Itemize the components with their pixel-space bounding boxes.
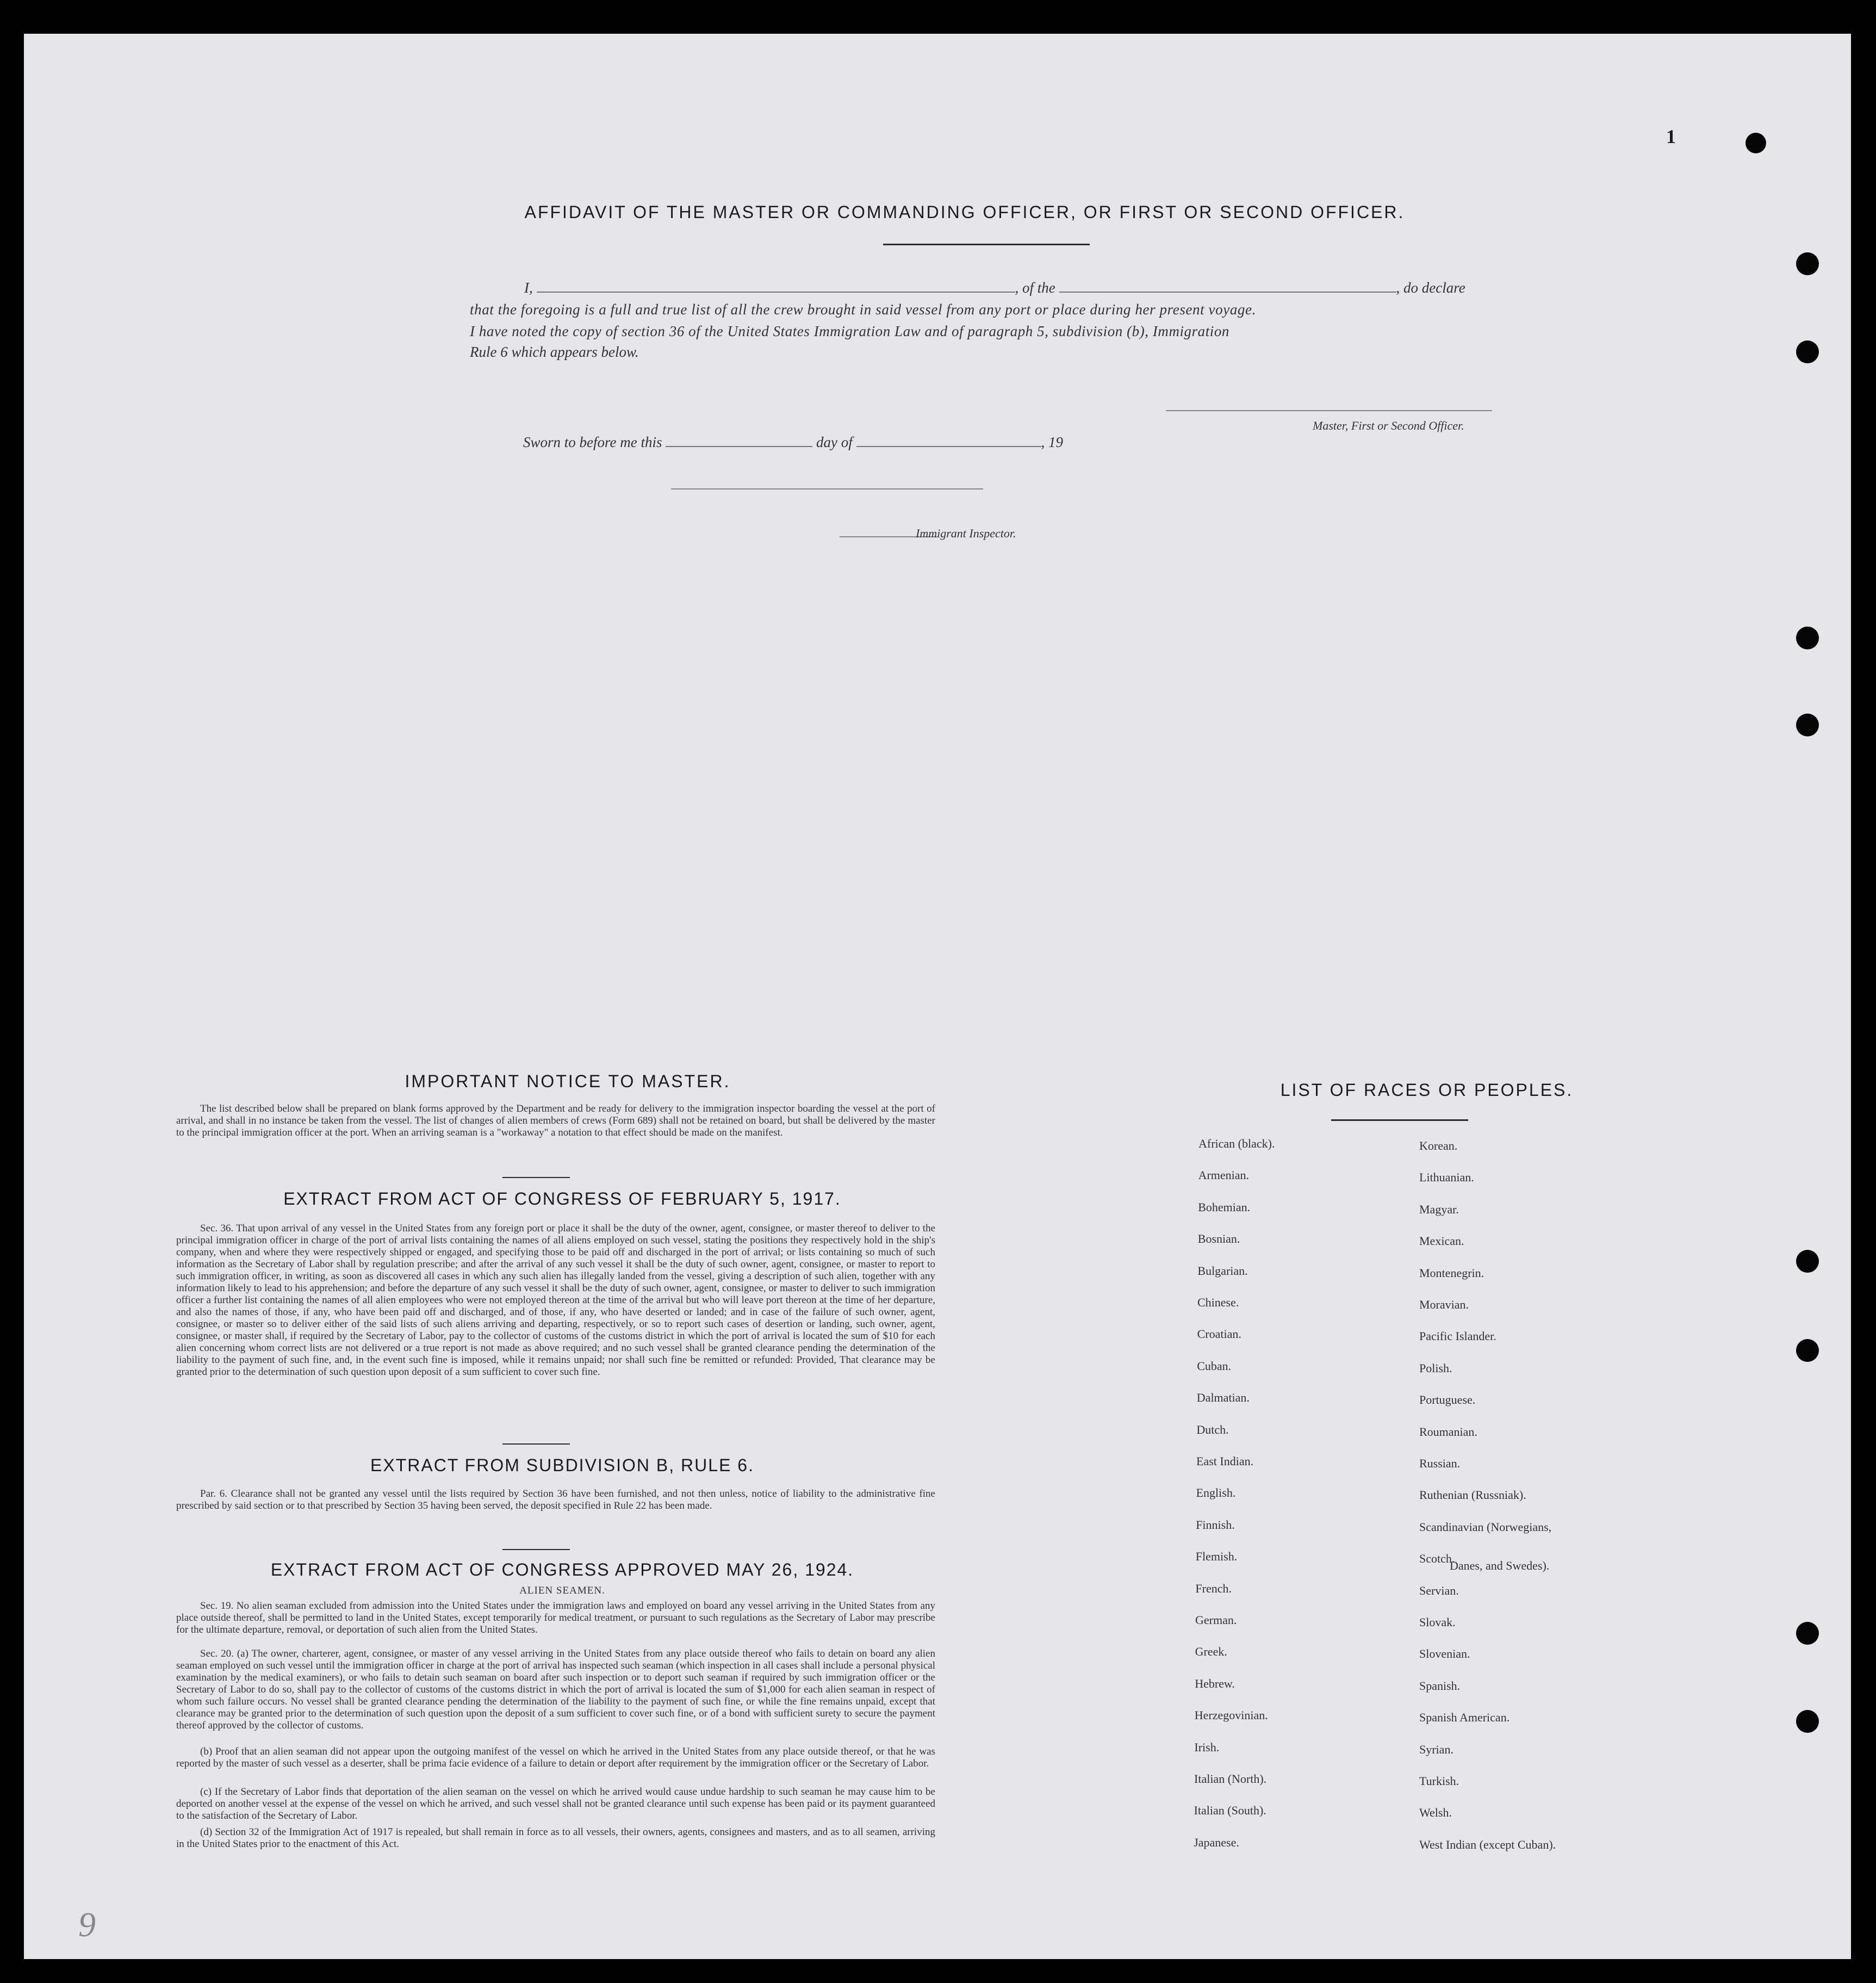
affidavit-line1 [524,280,1525,296]
extract2-rule [502,1549,570,1550]
race-item: Bohemian. [1198,1200,1251,1214]
year-label: , 19 [1041,434,1063,450]
race-item: Turkish. [1419,1774,1459,1788]
extract2-body: Par. 6. Clearance shall not be granted any vessel until the lists required by Section 36 have been furnished, and not then unless, notice of liability to the administrative fine prescribed by said section or to that prescribed by Section 35 having been served, the deposit specified in Rule 22 has been made. [176,1488,935,1511]
race-item: Roumanian. [1419,1425,1477,1439]
extract1-rule [502,1443,570,1445]
master-signature-label: Master, First or Second Officer. [1313,419,1464,432]
race-item: Ruthenian (Russniak). [1419,1488,1526,1502]
punch-hole [1745,133,1766,153]
punch-hole [1796,627,1819,649]
race-item: Bulgarian. [1197,1264,1248,1278]
notice-rule [502,1177,570,1178]
punch-hole [1796,1250,1819,1273]
punch-hole [1796,1622,1819,1645]
document-page [24,34,1851,1959]
race-item: Slovak. [1419,1615,1456,1629]
affidavit-i: I, [524,280,533,296]
race-item: Cuban. [1197,1359,1232,1373]
margin-mark: 1 [1666,126,1676,147]
punch-hole [1796,1339,1819,1362]
punch-hole [1796,714,1819,736]
races-title-rule [1331,1119,1468,1121]
sworn-label: Sworn to before me this [523,434,662,450]
affidavit-title-rule [883,244,1090,245]
race-item: Magyar. [1419,1203,1459,1216]
day-of-label: day of [816,434,853,450]
race-item: Dalmatian. [1196,1391,1250,1404]
race-item: Irish. [1194,1740,1220,1754]
race-item: Pacific Islander. [1419,1329,1496,1343]
race-item: Hebrew. [1195,1677,1235,1690]
extract1-body: Sec. 36. That upon arrival of any vessel in the United States from any foreign port or place it shall be the duty of the owner, agent, consignee, or master thereof to deliver to the principal immigration officer in charge of the port of arrival lists containing the names of all aliens employed on such vessel, stating the positions they respectively hold in the ship's company, when and where they were respectively shipped or engaged, and specifying those to be paid off and discharged in the port of arrival; or lists containing so much of such information as the Secretary of Labor shall by regulation prescribe; and after the arrival of any such vessel it shall be the duty of such owner, agent, consignee, or master to report to such immigration officer, in writing, as soon as discovered all cases in which any such alien has illegally landed from the vessel, giving a description of such alien, together with any information likely to lead to his apprehension; and before the departure of any such vessel it shall be the duty of such owner, agent, consignee, or master to deliver to such immigration officer a further list containing the names of all alien employees who were not employed thereon at the time of the arrival but who will leave port thereon at the time of her departure, and also the names of those, if any, who have been paid off and discharged, and of those, if any, who have deserted or landed; and in case of the failure of such owner, agent, consignee, or master so to deliver either of the said lists of such aliens arriving and departing, respectively, or so to report such cases of desertion or landing, such owner, agent, consignee, or master shall, if required by the Secretary of Labor, pay to the collector of customs of the customs district in which the port of arrival is located the sum of $10 for each alien concerning whom correct lists are not delivered or a true report is not made as above required; and no such vessel shall be granted clearance pending the determination of the liability to the payment of such fine, and, in the event such fine is imposed, while it remains unpaid; nor shall such fine be remitted or refunded: Provided, That clearance may be granted prior to the determination of such question upon deposit of a sum sufficient to cover such fine. [176,1223,935,1378]
sworn-line [523,434,1063,451]
race-item: Slovenian. [1419,1647,1470,1660]
race-item: Japanese. [1194,1836,1239,1849]
race-item: Flemish. [1195,1550,1238,1563]
race-item: Moravian. [1419,1298,1469,1311]
race-item: East Indian. [1196,1454,1254,1468]
sec20a-body: Sec. 20. (a) The owner, charterer, agent, consignee, or master of any vessel arriving in the United States from any place outside thereof who fails to detain on board any alien seaman employed on such vessel until the immigration officer in charge at the port of arrival has inspected such seaman (which inspection in all cases shall include a personal physical examination by the medical examiners), or who fails to detain such seaman on board after such inspection or to deport such seaman if required by such immigration officer or the Secretary of Labor to do so, shall pay to the collector of customs of the customs district in which the port of arrival is located the sum of $1,000 for each alien seaman in respect of whom such failure occurs. No vessel shall be granted clearance pending the determination of the liability to the payment of such fine, or while the fine remains unpaid, except that clearance may be granted prior to the determination of such question upon the deposit of a sum sufficient to cover such fine, or of a bond with sufficient surety to secure the payment thereof approved by the collector of customs. [176,1648,935,1731]
notice-title: IMPORTANT NOTICE TO MASTER. [405,1071,731,1091]
race-item: Welsh. [1419,1806,1452,1819]
race-item: Italian (South). [1194,1804,1266,1817]
punch-hole [1796,1710,1819,1733]
corner-mark: 9 [78,1905,96,1944]
notice-body: The list described below shall be prepared on blank forms approved by the Department and be ready for delivery to the immigration inspector boarding the vessel at the port of arrival, and shall in no instance be taken from the vessel. The list of changes of alien members of crews (Form 689) shall not be retained on board, but shall be delivered by the master to the principal immigration officer at the port. When an arriving seaman is a "workaway" a notation to that effect should be made on the manifest. [176,1103,935,1138]
sec20b-body: (b) Proof that an alien seaman did not appear upon the outgoing manifest of the vessel on which he arrived in the United States from any place outside thereof, or that he was reported by the master of such vessel as a deserter, shall be prima facie evidence of a failure to detain or deport after requirement by the immigration officer or the Secretary of Labor. [176,1746,935,1769]
affidavit-line4: Rule 6 which appears below. [470,344,639,360]
extract3-subtitle: ALIEN SEAMEN. [519,1585,605,1596]
race-item: Russian. [1419,1457,1461,1470]
race-item: Servian. [1419,1584,1459,1597]
race-item: German. [1195,1613,1237,1627]
race-item: French. [1195,1582,1232,1595]
race-item: Mexican. [1419,1234,1464,1248]
race-item: Dutch. [1196,1423,1229,1436]
master-signature-line [1166,410,1492,411]
race-item: Italian (North). [1194,1772,1267,1786]
punch-hole [1796,252,1819,275]
race-item: Lithuanian. [1419,1170,1474,1184]
race-item: Herzegovinian. [1194,1708,1268,1722]
vessel-blank [1059,292,1396,293]
race-item: Polish. [1419,1361,1452,1375]
races-title: LIST OF RACES OR PEOPLES. [1280,1080,1574,1100]
race-item: Spanish American. [1419,1711,1510,1724]
affidavit-of-the: , of the [1015,280,1055,296]
extract3-title: EXTRACT FROM ACT OF CONGRESS APPROVED MAY 26, 1924. [270,1560,854,1579]
sec20c-body: (c) If the Secretary of Labor finds that deportation of the alien seaman on the vessel on which he arrived would cause undue hardship to such seaman he may cause him to be deported on another vessel at the expense of the vessel on which he arrived, and such vessel shall not be granted clearance until such expense has been paid or its payment guaranteed to the satisfaction of the Secretary of Labor. [176,1786,935,1821]
race-item: Scotch. [1419,1552,1455,1565]
race-item: Spanish. [1419,1679,1461,1693]
race-item: Armenian. [1198,1168,1250,1182]
race-item: Portuguese. [1419,1393,1476,1406]
race-item: West Indian (except Cuban). [1419,1838,1556,1851]
extract1-title: EXTRACT FROM ACT OF CONGRESS OF FEBRUARY 5, 1917. [283,1189,841,1209]
race-scandinavian-continued: Danes, and Swedes). [1450,1559,1550,1572]
day-blank [666,446,812,447]
race-item: Croatian. [1197,1327,1241,1341]
extract2-title: EXTRACT FROM SUBDIVISION B, RULE 6. [370,1455,754,1475]
race-item: Montenegrin. [1419,1266,1484,1280]
race-item: Greek. [1195,1645,1227,1658]
race-item: Scandinavian (Norwegians, [1419,1520,1552,1534]
inspector-signature-line [671,488,983,489]
race-item: Bosnian. [1197,1232,1240,1245]
month-blank [856,446,1041,447]
sec19-body: Sec. 19. No alien seaman excluded from admission into the United States under the immigration laws and employed on board any vessel arriving in the United States from any place outside thereof, shall be permitted to land in the United States, except temporarily for medical treatment, or pursuant to such regulations as the Secretary of Labor may prescribe for the ultimate departure, removal, or deportation of such alien from the United States. [176,1600,935,1635]
punch-hole [1796,340,1819,363]
race-item: English. [1196,1486,1236,1499]
race-item: Korean. [1419,1139,1458,1152]
inspector-label: Immigrant Inspector. [916,526,1016,540]
name-blank [537,292,1015,293]
affidavit-line2: that the foregoing is a full and true list of all the crew brought in said vessel from any port or place during her present voyage. [470,301,1256,318]
sec20d-body: (d) Section 32 of the Immigration Act of 1917 is repealed, but shall remain in force as to all vessels, their owners, agents, consignees and masters, and as to all seamen, arriving in the United States prior to the enactment of this Act. [176,1826,935,1850]
race-item: African (black). [1198,1137,1275,1150]
race-item: Chinese. [1197,1296,1239,1309]
affidavit-do-declare: , do declare [1396,280,1465,296]
affidavit-line3: I have noted the copy of section 36 of the United States Immigration Law and of paragraph 5, subdivision (b), Immigration [470,323,1229,339]
race-item: Syrian. [1419,1743,1453,1756]
race-item: Finnish. [1196,1518,1235,1532]
affidavit-title: AFFIDAVIT OF THE MASTER OR COMMANDING OFFICER, OR FIRST OR SECOND OFFICER. [524,202,1405,222]
